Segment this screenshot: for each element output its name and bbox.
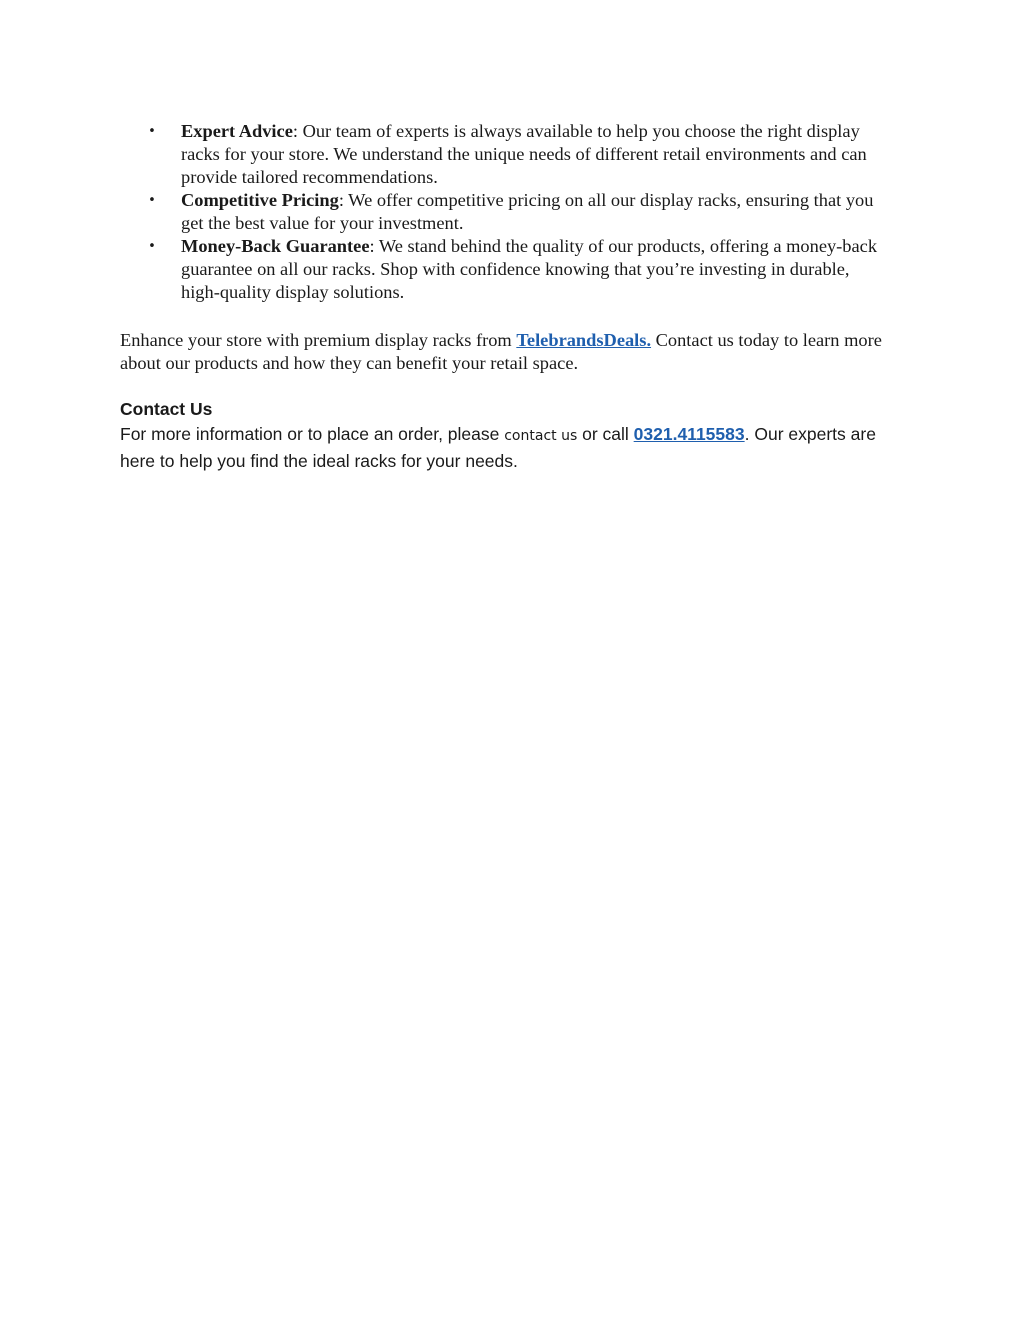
bullet-text: : Our team of experts is always available to help you choose the right display racks for your store. We understand the unique needs of different retail environments and can provide tailored recommendations.	[181, 121, 867, 187]
bullet-title: Expert Advice	[181, 121, 293, 141]
bullet-icon: •	[148, 239, 156, 254]
bullet-text: : We offer competitive pricing on all our display racks, ensuring that you get the best value for your investment.	[181, 190, 874, 233]
contact-text-3: . Our experts are here to help you find the ideal racks for your needs.	[120, 424, 876, 471]
bullet-title: Money-Back Guarantee	[181, 236, 370, 256]
contact-heading: Contact Us	[120, 399, 213, 419]
enhance-text-before: Enhance your store with premium display racks from	[120, 330, 517, 350]
bullet-icon: •	[148, 193, 156, 208]
bullet-icon: •	[148, 124, 156, 139]
list-item-competitive-pricing	[120, 189, 880, 235]
enhance-text-after: Contact us today to learn more about our products and how they can benefit your retail space.	[120, 330, 882, 373]
contact-text-1: For more information or to place an order, please	[120, 424, 505, 444]
contact-paragraph	[120, 422, 890, 474]
contact-us-text: contact us	[504, 428, 578, 444]
list-item-money-back-guarantee	[120, 235, 880, 304]
bullet-title: Competitive Pricing	[181, 190, 339, 210]
contact-text-2: or call	[577, 424, 634, 444]
feature-list	[120, 120, 880, 304]
list-item-expert-advice	[120, 120, 880, 189]
bullet-text: : We stand behind the quality of our products, offering a money-back guarantee on all our racks. Shop with confidence knowing that you’re investing in durable, high-quality display solutions.	[181, 236, 878, 302]
phone-link[interactable]: 0321.4115583	[633, 424, 745, 444]
telebrandsdeals-link[interactable]: TelebrandsDeals.	[516, 330, 652, 350]
enhance-paragraph	[120, 329, 890, 375]
